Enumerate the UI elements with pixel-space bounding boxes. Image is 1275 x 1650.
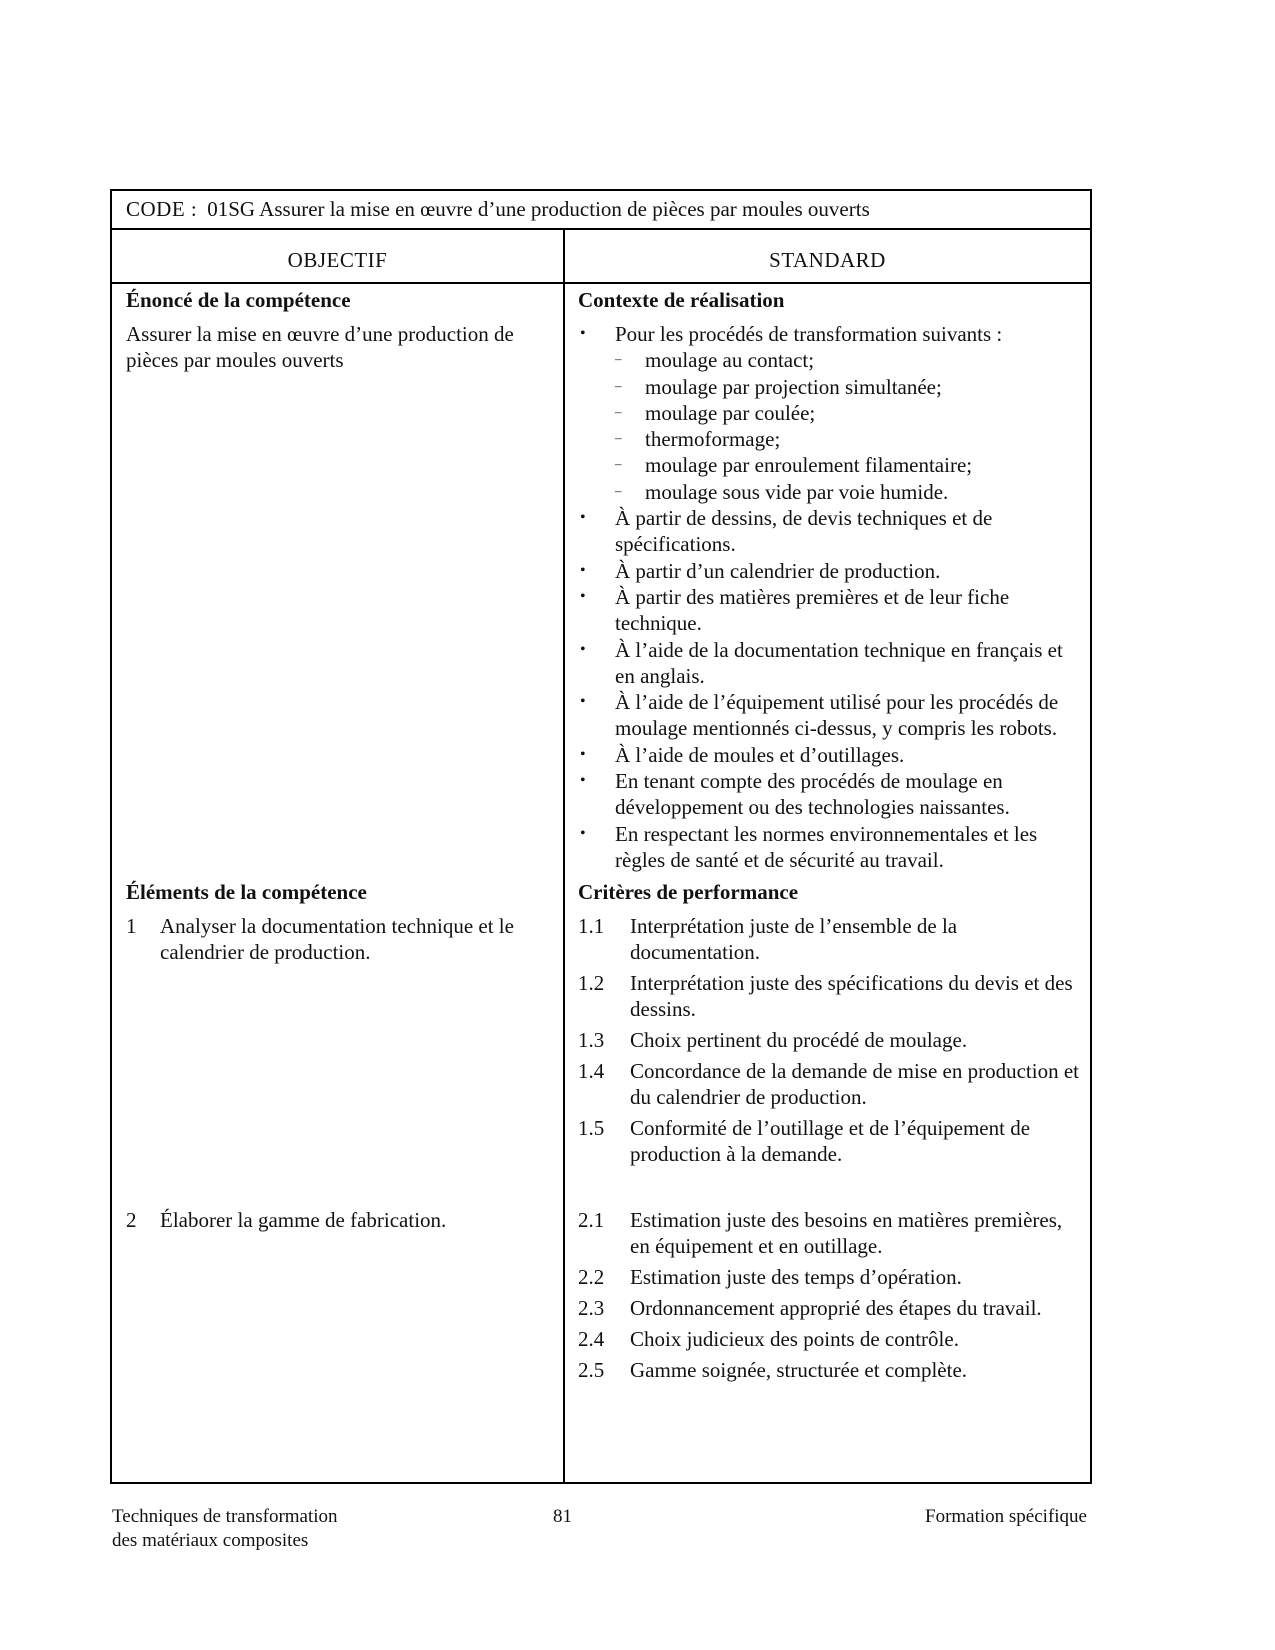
- bullet-icon: •: [580, 772, 586, 790]
- critere-number: 2.1: [578, 1208, 605, 1232]
- enonce-title: Énoncé de la compétence: [126, 288, 351, 312]
- critere-item: [578, 1326, 1083, 1352]
- critere-number: 1.1: [578, 914, 605, 938]
- contexte-item: [578, 584, 1083, 637]
- page-number: 81: [553, 1506, 572, 1527]
- critere-item: [578, 1357, 1083, 1383]
- critere-number: 1.5: [578, 1116, 605, 1140]
- critere-text: Ordonnancement approprié des étapes du travail.: [630, 1296, 1042, 1320]
- critere-text: Choix judicieux des points de contrôle.: [630, 1327, 959, 1351]
- element-item: [126, 1207, 551, 1233]
- objectif-column: [126, 287, 551, 1232]
- procede-item: [615, 479, 1083, 505]
- critere-item: [578, 913, 1083, 965]
- contexte-item-text: En respectant les normes environnementales et les règles de santé et de sécurité au travail.: [615, 821, 1038, 872]
- standard-column: [578, 287, 1083, 1382]
- procede-text: moulage par projection simultanée;: [645, 374, 942, 399]
- critere-text: Gamme soignée, structurée et complète.: [630, 1358, 968, 1382]
- contexte-item-text: À partir des matières premières et de leur fiche technique.: [615, 584, 1010, 636]
- critere-number: 1.3: [578, 1028, 605, 1052]
- procede-item: [615, 374, 1083, 400]
- contexte-item-text: À partir d’un calendrier de production.: [615, 558, 941, 583]
- critere-text: Choix pertinent du procédé de moulage.: [630, 1028, 968, 1052]
- contexte-list: [578, 321, 1083, 873]
- contexte-item-text: À l’aide de la documentation technique en français et en anglais.: [615, 637, 1063, 688]
- critere-item: [578, 970, 1083, 1022]
- contexte-item: [578, 637, 1083, 690]
- critere-item: [578, 1027, 1083, 1053]
- criteres-section: [578, 879, 1083, 1172]
- bullet-icon: •: [580, 824, 586, 842]
- contexte-item-text: À l’aide de l’équipement utilisé pour les procédés de moulage mentionnés ci-dessus, y compris les robots.: [615, 690, 1059, 741]
- column-header-row: [112, 230, 1090, 284]
- contexte-item-text: Pour les procédés de transformation suivants :: [615, 322, 1003, 346]
- code-label: CODE :: [126, 197, 198, 221]
- critere-item: [578, 1058, 1083, 1110]
- bullet-icon: •: [580, 640, 586, 658]
- critere-item: [578, 1207, 1083, 1259]
- contexte-item-text: À l’aide de moules et d’outillages.: [615, 742, 905, 767]
- contexte-item: [578, 742, 1083, 768]
- procede-text: moulage au contact;: [645, 348, 815, 373]
- competency-table: [110, 189, 1092, 1484]
- element-number: 2: [126, 1208, 137, 1232]
- contexte-item: [578, 768, 1083, 821]
- critere-item: [578, 1264, 1083, 1290]
- element-item: [126, 913, 551, 965]
- critere-number: 2.2: [578, 1265, 605, 1289]
- header-standard: STANDARD: [769, 248, 886, 272]
- footer-line-1: Techniques de transformation: [112, 1506, 338, 1527]
- elements-section: [126, 879, 551, 965]
- procedes-sublist: [615, 347, 1083, 505]
- critere-text: Estimation juste des besoins en matières premières, en équipement et en outillage.: [630, 1208, 1063, 1258]
- procede-item: [615, 426, 1083, 452]
- contexte-item: [578, 321, 1083, 505]
- bullet-icon: •: [580, 561, 586, 579]
- contexte-title: Contexte de réalisation: [578, 288, 785, 312]
- contexte-item-text: À partir de dessins, de devis techniques et de spécifications.: [615, 506, 993, 557]
- contexte-item-text: En tenant compte des procédés de moulage en développement ou des technologies naissantes.: [615, 769, 1010, 820]
- critere-number: 2.4: [578, 1327, 605, 1351]
- enonce-text: Assurer la mise en œuvre d’une production de pièces par moules ouverts: [126, 322, 514, 372]
- procede-text: thermoformage;: [645, 427, 781, 452]
- code-title: 01SG Assurer la mise en œuvre d’une production de pièces par moules ouverts: [207, 197, 870, 221]
- procede-item: [615, 400, 1083, 426]
- dash-icon: –: [615, 456, 622, 472]
- critere-item: [578, 1115, 1083, 1167]
- procede-item: [615, 452, 1083, 478]
- footer-program-title: [112, 1505, 338, 1553]
- procede-text: moulage par coulée;: [645, 400, 816, 425]
- contexte-item: [578, 689, 1083, 742]
- critere-text: Concordance de la demande de mise en production et du calendrier de production.: [630, 1059, 1079, 1109]
- procede-text: moulage par enroulement filamentaire;: [645, 453, 973, 478]
- bullet-icon: •: [580, 509, 586, 527]
- code-row: [112, 191, 1090, 230]
- dash-icon: –: [615, 377, 622, 393]
- procede-item: [615, 347, 1083, 373]
- critere-number: 1.2: [578, 971, 605, 995]
- critere-number: 2.5: [578, 1358, 605, 1382]
- contexte-item: [578, 821, 1083, 874]
- element-2: [126, 1207, 551, 1233]
- bullet-icon: •: [580, 587, 586, 605]
- critere-number: 2.3: [578, 1296, 605, 1320]
- footer-section-label: Formation spécifique: [925, 1506, 1087, 1527]
- contexte-item: [578, 558, 1083, 584]
- footer-line-2: des matériaux composites: [112, 1530, 309, 1551]
- bullet-icon: •: [580, 693, 586, 711]
- critere-item: [578, 1295, 1083, 1321]
- elements-title: Éléments de la compétence: [126, 880, 367, 904]
- dash-icon: –: [615, 430, 622, 446]
- procede-text: moulage sous vide par voie humide.: [645, 479, 949, 504]
- dash-icon: –: [615, 403, 622, 419]
- bullet-icon: •: [580, 325, 586, 342]
- header-objectif: OBJECTIF: [287, 248, 388, 272]
- critere-text: Conformité de l’outillage et de l’équipement de production à la demande.: [630, 1116, 1031, 1166]
- critere-number: 1.4: [578, 1059, 605, 1083]
- critere-text: Interprétation juste des spécifications du devis et des dessins.: [630, 971, 1073, 1021]
- column-divider: [563, 230, 565, 1482]
- bullet-icon: •: [580, 745, 586, 763]
- element-text: Analyser la documentation technique et le calendrier de production.: [160, 914, 514, 964]
- element-text: Élaborer la gamme de fabrication.: [160, 1208, 447, 1232]
- critere-text: Estimation juste des temps d’opération.: [630, 1265, 962, 1289]
- dash-icon: –: [615, 351, 622, 367]
- element-number: 1: [126, 914, 137, 938]
- contexte-item: [578, 505, 1083, 558]
- dash-icon: –: [615, 482, 622, 498]
- criteres-group-2: [578, 1207, 1083, 1388]
- criteres-title: Critères de performance: [578, 880, 799, 904]
- critere-text: Interprétation juste de l’ensemble de la documentation.: [630, 914, 958, 964]
